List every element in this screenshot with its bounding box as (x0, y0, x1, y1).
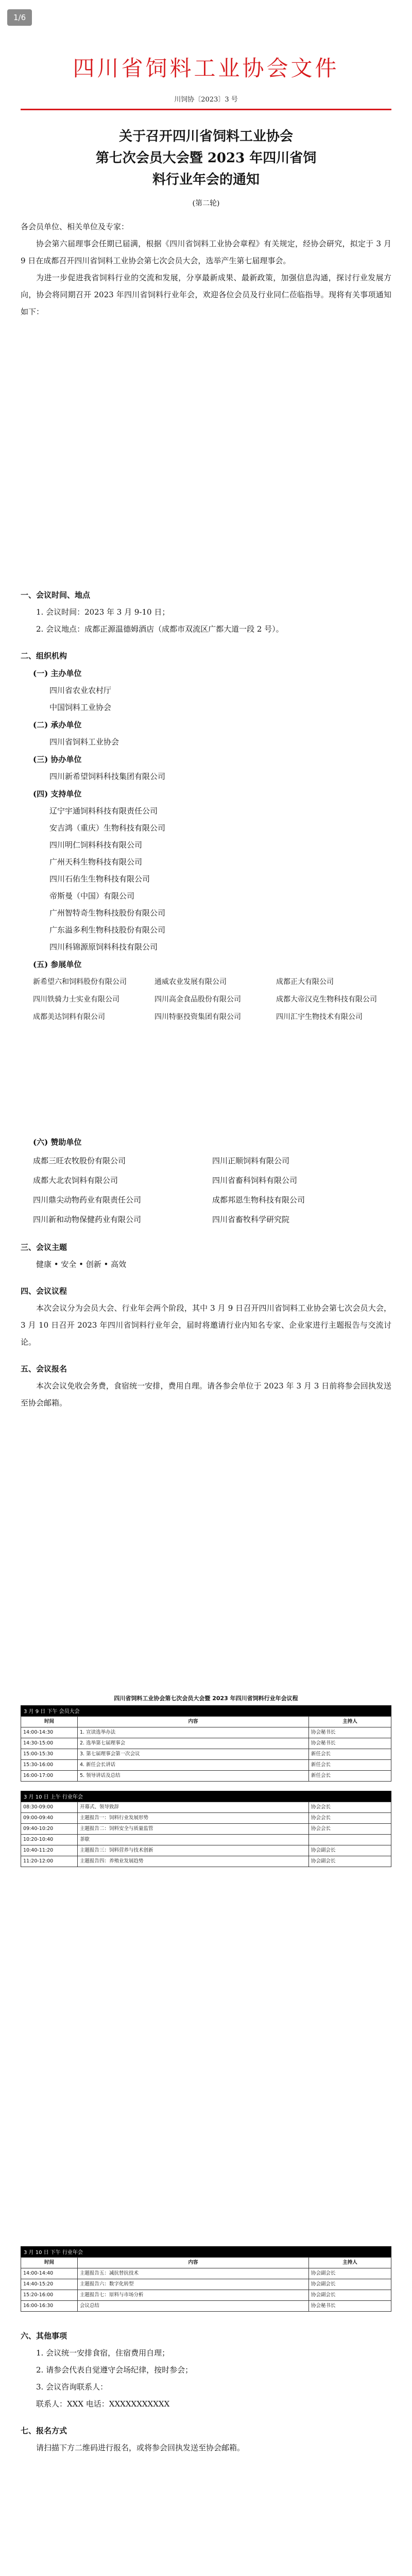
table-header: 内容 (78, 1717, 309, 1727)
table-row (21, 2290, 391, 2301)
section-heading: 四、会议议程 (21, 1286, 67, 1296)
table-header: 主持人 (309, 2258, 391, 2268)
org-item: 四川高金食品股份有限公司 (154, 995, 241, 1004)
section-5 (21, 1360, 391, 1412)
section-text: 本次会议分为会员大会、行业年会两个阶段，其中 3 月 9 日召开四川省饲料工业协会第七次会员大会，3 月 10 日召开 2023 年四川省饲料行业年会，届时将邀请行业内知名专家、企业家进行主题报告与交流讨论。 (21, 1303, 391, 1347)
organizer-label: (二) 承办单位 (33, 720, 82, 730)
table-row (21, 1824, 391, 1835)
cell: 16:00-17:00 (21, 1771, 78, 1782)
pdf-page-3 (21, 1133, 391, 1674)
host-label: (一) 主办单位 (33, 669, 82, 678)
org-item: 四川新希望饲料科技集团有限公司 (49, 772, 166, 781)
cell: 协会秘书长 (309, 1738, 391, 1749)
table-row (21, 2279, 391, 2290)
section-1 (21, 586, 391, 638)
cell: 2. 选举第七届理事会 (78, 1738, 309, 1749)
section-item: 联系人：XXX 电话：XXXXXXXXXXX (36, 2399, 170, 2409)
org-item: 成都邦恩生物科技有限公司 (212, 1195, 305, 1205)
cell: 茶歇 (78, 1835, 309, 1845)
agenda-bar: 3 月 9 日 下午 会员大会 (21, 1705, 391, 1716)
org-item: 新希望六和饲料股份有限公司 (33, 978, 127, 986)
table-row (21, 1856, 391, 1867)
section-heading: 三、会议主题 (21, 1243, 67, 1252)
cell (309, 1835, 391, 1845)
org-item: 安吉鸿（重庆）生物科技有限公司 (49, 823, 166, 833)
exhibitor-grid (33, 973, 391, 1026)
org-item: 辽宁宇通饲料科技有限责任公司 (49, 806, 158, 816)
notice-body (21, 218, 391, 320)
section-text: 健康 • 安全 • 创新 • 高效 (36, 1260, 127, 1269)
agenda-bar: 3 月 10 日 上午 行业年会 (21, 1791, 391, 1802)
intro-paragraph: 为进一步促进我省饲料行业的交流和发展，分享最新成果、最新政策，加强信息沟通，探讨行业发展方向，协会将同期召开 2023 年四川省饲料行业年会，欢迎各位会员及行业同仁莅临指导。现将有关事项通知如下： (21, 273, 391, 316)
section-heading: 二、组织机构 (21, 651, 67, 660)
cell: 主题报告三：饲料营养与技术创新 (78, 1845, 309, 1856)
section-item: 2. 会议地点：成都正源温德姆酒店（成都市双流区广都大道一段 2 号）。 (36, 624, 284, 634)
cell: 主题报告一：饲料行业发展形势 (78, 1813, 309, 1824)
pdf-page-5 (21, 2246, 391, 2576)
exhibitor-label: (五) 参展单位 (33, 960, 82, 969)
cell: 10:20-10:40 (21, 1835, 78, 1845)
org-item: 四川明仁饲料科技有限公司 (49, 840, 143, 850)
agenda-bar: 3 月 10 日 下午 行业年会 (21, 2246, 391, 2257)
cell: 15:30-16:00 (21, 1760, 78, 1771)
section-text: 请扫描下方二维码进行报名，或将参会回执发送至协会邮箱。 (36, 2443, 245, 2452)
org-item: 四川鼎尖动物药业有限责任公司 (33, 1195, 142, 1205)
intro-paragraph: 协会第六届理事会任期已届满，根据《四川省饲料工业协会章程》有关规定，经协会研究，拟定于 3 月 9 日在成都召开四川省饲料工业协会第七次会员大会，选举产生第七届理事会。 (21, 239, 391, 265)
organizer-list (49, 734, 391, 751)
table-row (21, 1727, 391, 1738)
org-item: 通威农业发展有限公司 (154, 978, 227, 986)
org-item: 广州智特奇生物科技股份有限公司 (49, 908, 166, 918)
org-item: 四川铁骑力士实业有限公司 (33, 995, 119, 1004)
pdf-page-4 (21, 1690, 391, 2231)
title-line: 关于召开四川省饲料工业协会 (118, 129, 293, 144)
cell: 协会副会长 (309, 1856, 391, 1867)
org-item: 帝斯曼（中国）有限公司 (49, 891, 135, 901)
org-item: 四川特驱投资集团有限公司 (154, 1013, 241, 1021)
org-title: 四川省饲料工业协会文件 (73, 57, 339, 81)
support-label: (四) 支持单位 (33, 789, 82, 799)
cell: 开幕式、领导致辞 (78, 1802, 309, 1813)
cell: 09:00-09:40 (21, 1813, 78, 1824)
cell: 协会会长 (309, 1813, 391, 1824)
section-2-cont (21, 1133, 391, 1229)
section-text: 本次会议免收会务费，食宿统一安排，费用自理。请各参会单位于 2023 年 3 月 3 日前将参会回执发送至协会邮箱。 (21, 1381, 391, 1408)
section-item: 1. 会议时间：2023 年 3 月 9-10 日； (36, 607, 170, 617)
cell: 协会副会长 (309, 1845, 391, 1856)
section-3 (21, 1239, 391, 1273)
cell: 3. 第七届理事会第一次会议 (78, 1749, 309, 1760)
pdf-page-2 (21, 577, 391, 1118)
sponsor-label: (六) 赞助单位 (33, 1138, 82, 1147)
table-row (21, 2301, 391, 2312)
page-indicator: 1/6 (7, 9, 32, 26)
table-row (21, 1738, 391, 1749)
cell: 11:20-12:00 (21, 1856, 78, 1867)
cell: 15:00-15:30 (21, 1749, 78, 1760)
cell: 协会副会长 (309, 2279, 391, 2290)
title-line: 料行业年会的通知 (152, 172, 260, 188)
org-item: 四川省农业农村厅 (49, 686, 112, 695)
org-item: 成都正大有限公司 (276, 978, 334, 986)
table-row (21, 1771, 391, 1782)
pdf-page-1 (21, 21, 391, 562)
table-row (21, 1749, 391, 1760)
cell: 14:00-14:40 (21, 2268, 78, 2279)
table-row (21, 1802, 391, 1813)
notice-title (21, 126, 391, 191)
table-header: 主持人 (309, 1717, 391, 1727)
table-row (21, 1835, 391, 1845)
cell: 主题报告五：减抗替抗技术 (78, 2268, 309, 2279)
section-item: 3. 会议咨询联系人： (36, 2382, 108, 2392)
cell: 新任会长 (309, 1760, 391, 1771)
table-header: 时间 (21, 2258, 78, 2268)
org-item: 四川省饲料工业协会 (49, 737, 119, 747)
cell: 主题报告六：数字化转型 (78, 2279, 309, 2290)
agenda-table-3 (21, 2257, 391, 2312)
cell: 09:40-10:20 (21, 1824, 78, 1835)
cell: 协会副会长 (309, 2268, 391, 2279)
org-item: 四川省畜牧科学研究院 (212, 1215, 290, 1224)
org-item: 成都大北农饲料有限公司 (33, 1176, 118, 1185)
section-heading: 一、会议时间、地点 (21, 590, 91, 600)
org-item: 成都美达饲料有限公司 (33, 1013, 105, 1021)
section-heading: 六、其他事项 (21, 2331, 67, 2341)
cell: 15:20-16:00 (21, 2290, 78, 2301)
section-item: 2. 请参会代表自觉遵守会场纪律，按时参会； (36, 2365, 193, 2375)
cell: 新任会长 (309, 1771, 391, 1782)
cell: 协会秘书长 (309, 1727, 391, 1738)
org-item: 四川正顺饲料有限公司 (212, 1156, 290, 1165)
section-6 (21, 2327, 391, 2413)
doc-number: 川饲协〔2023〕3 号 (174, 96, 238, 104)
org-item: 中国饲料工业协会 (49, 703, 112, 712)
cell: 4. 新任会长讲话 (78, 1760, 309, 1771)
cell: 14:40-15:20 (21, 2279, 78, 2290)
support-list (49, 803, 391, 956)
cell: 协会副会长 (309, 2290, 391, 2301)
coorganizer-list (49, 768, 391, 785)
table-header: 时间 (21, 1717, 78, 1727)
red-divider (21, 109, 391, 110)
cell: 主题报告二：饲料安全与质量监管 (78, 1824, 309, 1835)
org-item: 四川新和动物保健药业有限公司 (33, 1215, 142, 1224)
org-item: 四川科锦源原饲料科技有限公司 (49, 942, 158, 952)
cell: 主题报告七：原料与市场分析 (78, 2290, 309, 2301)
cell: 1. 宣读选举办法 (78, 1727, 309, 1738)
cell: 08:30-09:00 (21, 1802, 78, 1813)
round-label: (第二轮) (192, 199, 220, 208)
agenda-table-1 (21, 1716, 391, 1782)
org-item: 四川汇宇生物技术有限公司 (276, 1013, 363, 1021)
salutation: 各会员单位、相关单位及专家： (21, 222, 129, 231)
cell: 主题报告四：养殖业发展趋势 (78, 1856, 309, 1867)
cell: 14:00-14:30 (21, 1727, 78, 1738)
table-row (21, 1760, 391, 1771)
cell: 会议总结 (78, 2301, 309, 2312)
section-7 (21, 2422, 391, 2456)
sponsor-grid (33, 1151, 391, 1229)
cell: 16:00-16:30 (21, 2301, 78, 2312)
section-4 (21, 1282, 391, 1351)
cell: 协会会长 (309, 1802, 391, 1813)
org-item: 广州天科生物科技有限公司 (49, 857, 143, 867)
org-item: 广东溢多利生物科技股份有限公司 (49, 925, 166, 935)
org-item: 四川石佑生生物科技有限公司 (49, 874, 150, 884)
section-item: 1. 会议统一安排食宿，住宿费用自理； (36, 2348, 170, 2358)
org-item: 成都三旺农牧股份有限公司 (33, 1156, 126, 1165)
table-row (21, 2268, 391, 2279)
org-item: 成都大帝汉克生物科技有限公司 (276, 995, 377, 1004)
section-heading: 五、会议报名 (21, 1364, 67, 1374)
cell: 10:40-11:20 (21, 1845, 78, 1856)
title-line: 第七次会员大会暨 2023 年四川省饲 (95, 150, 317, 166)
table-row (21, 1845, 391, 1856)
table-header: 内容 (78, 2258, 309, 2268)
host-list (49, 682, 391, 716)
coorganizer-label: (三) 协办单位 (33, 755, 82, 764)
cell: 协会秘书长 (309, 2301, 391, 2312)
table-row (21, 1813, 391, 1824)
org-item: 四川省畜科饲料有限公司 (212, 1176, 298, 1185)
section-2 (21, 647, 391, 1026)
cell: 14:30-15:00 (21, 1738, 78, 1749)
cell: 5. 领导讲话及总结 (78, 1771, 309, 1782)
cell: 协会会长 (309, 1824, 391, 1835)
table-caption: 四川省饲料工业协会第七次会员大会暨 2023 年四川省饲料行业年会议程 (114, 1695, 298, 1702)
cell: 新任会长 (309, 1749, 391, 1760)
section-heading: 七、报名方式 (21, 2426, 67, 2435)
agenda-table-2 (21, 1802, 391, 1867)
